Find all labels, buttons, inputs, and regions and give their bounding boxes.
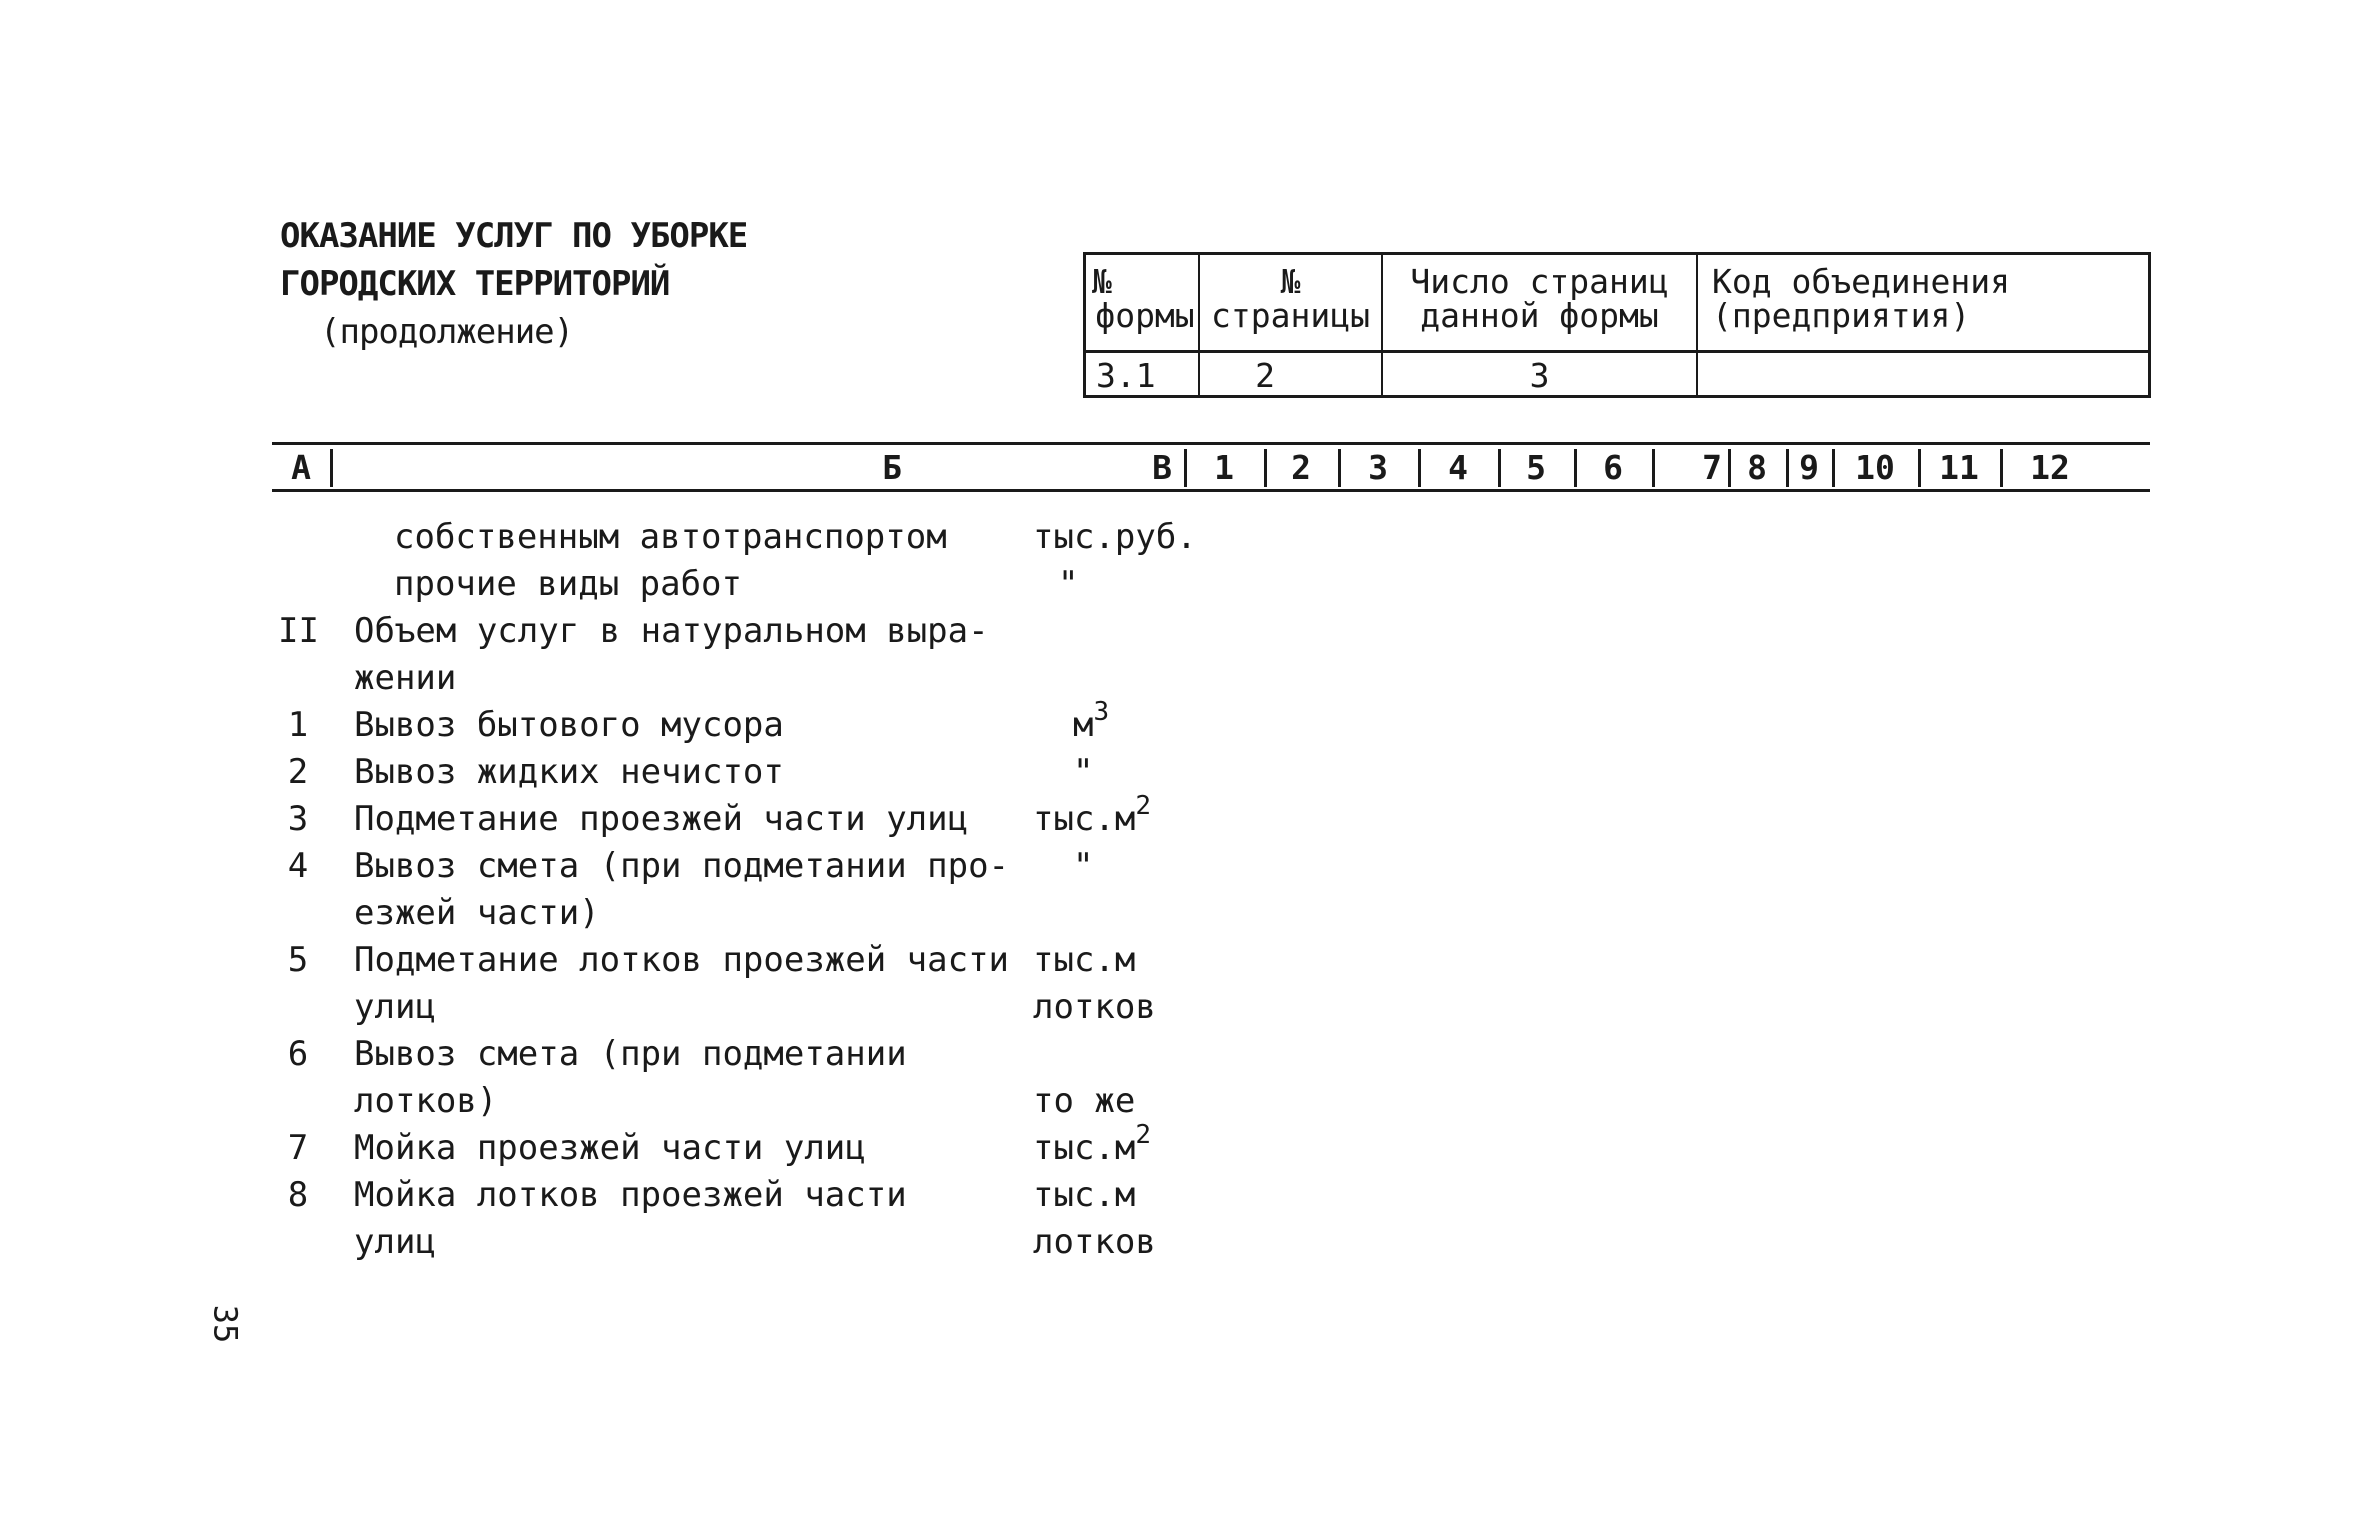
row-unit: тыс.руб. (1033, 517, 1197, 557)
column-header-4: 4 (1448, 448, 1468, 487)
row-unit (1033, 790, 1152, 843)
row-number: 1 (287, 705, 309, 745)
column-header-9: 9 (1799, 448, 1819, 487)
column-header-row (272, 442, 2150, 492)
row-b-text: Подметание лотков проезжей части (354, 940, 1010, 980)
column-header-2: 2 (1291, 448, 1311, 487)
row-unit: то же (1033, 1081, 1136, 1121)
page-number: 35 (206, 1304, 245, 1344)
row-b-text: Вывоз смета (при подметании (354, 1034, 907, 1074)
row-b-text: Вывоз смета (при подметании про- (354, 846, 1010, 886)
row-unit-superscript: 2 (1135, 790, 1152, 821)
row-unit: " (1073, 846, 1094, 886)
column-header-b: Б (882, 448, 902, 487)
row-number: 5 (287, 940, 309, 980)
row-unit (1073, 696, 1110, 749)
page-number-header-line1: № (1280, 262, 1301, 301)
row-number: 6 (287, 1034, 309, 1074)
row-b-text: Вывоз бытового мусора (354, 705, 784, 745)
page-number-header-line2: страницы (1211, 296, 1370, 335)
document-title (280, 212, 747, 356)
row-b-text: езжей части) (354, 893, 600, 933)
row-unit: " (1058, 564, 1079, 604)
row-b-text: улиц (354, 1222, 436, 1262)
row-unit-superscript: 3 (1093, 696, 1110, 727)
row-b-text: жении (354, 658, 457, 698)
row-unit: лотков (1033, 1222, 1156, 1262)
row-b-text: Мойка проезжей части улиц (354, 1128, 866, 1168)
column-header-11: 11 (1939, 448, 1979, 487)
row-unit-superscript: 2 (1135, 1119, 1152, 1150)
row-unit: лотков (1033, 987, 1156, 1027)
page-count-value: 3 (1529, 356, 1550, 395)
form-info-box (1083, 252, 2151, 398)
row-number: 4 (287, 846, 309, 886)
title-line-2: ГОРОДСКИХ ТЕРРИТОРИЙ (280, 264, 670, 304)
title-line-3: (продолжение) (320, 312, 574, 352)
row-b-text: прочие виды работ (394, 564, 742, 604)
column-header-a: А (291, 448, 311, 487)
form-number-header (1092, 262, 1198, 335)
row-unit-text: тыс.м (1033, 799, 1136, 839)
column-header-3: 3 (1368, 448, 1388, 487)
column-header-7: 7 (1702, 448, 1722, 487)
column-header-10: 10 (1855, 448, 1895, 487)
column-header-12: 12 (2030, 448, 2070, 487)
row-unit-text: м (1073, 705, 1094, 745)
row-b-text: улиц (354, 987, 436, 1027)
column-header-5: 5 (1526, 448, 1546, 487)
page-count-header-line2: данной формы (1420, 296, 1659, 335)
row-unit: " (1073, 752, 1094, 792)
organization-code-header-line2: (предприятия) (1712, 296, 1971, 335)
page-count-header (1383, 262, 1696, 335)
row-unit: тыс.м (1033, 940, 1136, 980)
form-number-header-line1: № (1092, 262, 1112, 301)
form-box-row-divider (1086, 350, 2148, 353)
form-box-divider (1696, 255, 1698, 395)
page-number-value: 2 (1255, 356, 1275, 395)
row-b-text: Объем услуг в натуральном выра- (354, 611, 989, 651)
page-count-header-line1: Число страниц (1410, 262, 1669, 301)
page-number-header (1200, 262, 1381, 335)
row-b-text: собственным автотранспортом (394, 517, 947, 557)
title-line-1: ОКАЗАНИЕ УСЛУГ ПО УБОРКЕ (280, 216, 748, 256)
row-number: 3 (287, 799, 309, 839)
row-number: II (278, 611, 319, 651)
form-number-header-line2: формы (1095, 296, 1195, 335)
column-header-6: 6 (1603, 448, 1623, 487)
row-number: 2 (287, 752, 309, 792)
column-header-1: 1 (1214, 448, 1234, 487)
row-unit: тыс.м (1033, 1175, 1136, 1215)
row-b-text: Вывоз жидких нечистот (354, 752, 784, 792)
organization-code-header-line1: Код объединения (1712, 262, 2011, 301)
column-header-v: В (1152, 448, 1172, 487)
row-number: 8 (287, 1175, 309, 1215)
form-number-value: 3.1 (1096, 356, 1156, 395)
organization-code-header (1712, 262, 2142, 335)
column-header-8: 8 (1747, 448, 1767, 487)
row-number: 7 (287, 1128, 309, 1168)
row-unit (1033, 1119, 1152, 1172)
row-b-text: Подметание проезжей части улиц (354, 799, 969, 839)
column-separator (330, 449, 333, 487)
row-b-text: Мойка лотков проезжей части (354, 1175, 907, 1215)
row-b-text: лотков) (354, 1081, 498, 1121)
row-unit-text: тыс.м (1033, 1128, 1136, 1168)
